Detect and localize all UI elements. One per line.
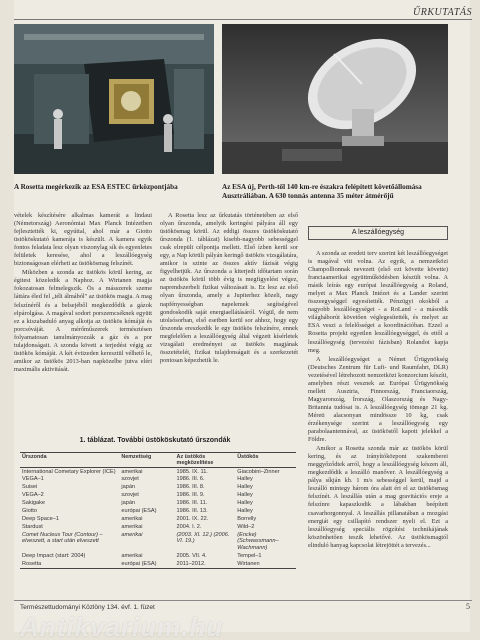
table-header-row	[20, 453, 296, 468]
table-cell-date: 1986. III. 8.	[176, 484, 205, 491]
table-cell-name: International Cometary Explorer (ICE)	[22, 468, 116, 475]
subsection-title: A leszállóegység	[308, 226, 448, 240]
table-cell-comet: Tempel–1	[237, 553, 262, 560]
table-row	[20, 500, 296, 508]
table-cell-nation: szovjet	[121, 492, 139, 499]
table-cell-nation: amerikai	[121, 531, 143, 538]
table-row	[20, 523, 296, 531]
table-cell-name: Giotto	[22, 508, 37, 515]
table-cell-date: 2011–2012.	[175, 560, 236, 568]
table-row	[20, 507, 296, 515]
table-cell-date: 2001. IX. 22.	[176, 515, 209, 522]
table-cell-date: 1986. III. 13.	[176, 508, 208, 515]
table-cell-date: (2003. XI. 12.) (2006. VI. 19.)	[176, 531, 230, 545]
table-cell-nation: európai (ESA)	[119, 560, 174, 568]
table-row	[20, 476, 296, 484]
table-row	[20, 492, 296, 500]
table-cell-name: VEGA–1	[22, 476, 44, 483]
page-number: 5	[466, 602, 470, 611]
paragraph: vételek készítésére alkalmas kamerát a lindaui (Németország) Aeronómiai Max Planck Intézetben fejlesztették ki, egyúttal, ahol már a Giotto üstököskutató kamerája is készült. A kamera egyik fontos feladata lesz olyan viszonylag sík és egyenletes felületek keresése, ahol a leszállóegység biztonságosan elérheti az üstökösmag felszínét.	[14, 212, 152, 268]
table-cell-name: Comet Nucleus Tour (Contour) – elveszett, a start után elveszett	[22, 531, 103, 545]
photo-perth-antenna	[222, 24, 448, 174]
table-cell-comet: Halley	[237, 476, 253, 483]
caption-left: A Rosetta megérkezik az ESA ESTEC űrközpontjába	[14, 183, 178, 191]
table-cell-comet: Giacobini–Zinner	[237, 468, 280, 475]
table-cell-nation: amerikai	[121, 515, 143, 522]
bottom-rule	[14, 600, 472, 601]
table-cell-comet: Borrelly	[237, 515, 257, 522]
table-cell-name: Sakigake	[22, 500, 46, 507]
antenna-photo-illustration	[222, 24, 448, 174]
table-cell-nation: amerikai	[121, 468, 143, 475]
table-cell-nation: japán	[121, 484, 136, 491]
table-cell-nation: japán	[121, 500, 136, 507]
table-header: Űrszonda	[20, 453, 119, 468]
watermark: Antikvarium.hu	[20, 612, 224, 640]
table-cell-nation: szovjet	[121, 476, 139, 483]
table-cell-date: 2004. I. 2.	[176, 523, 202, 530]
journal-footer: Természettudományi Közlöny 134. évf. 1. füzet	[20, 604, 155, 611]
table-body	[20, 468, 296, 569]
table-cell-name: Stardust	[22, 523, 43, 530]
table-cell-comet: Wirtanen	[235, 560, 296, 568]
photo-rosetta-arrival	[14, 24, 214, 174]
paragraph: A leszállóegységet a Német Űrügynökség (Deutsches Zentrum für Luft- und Raumfahrt, DLR) vezetésével létrehozott nemzetközi konzorcium készíti, amelyben részt vesznek az Európai Űrügynökség mellett Ausztria, Finnország, Franciaország, Magyarország, Írország, Olaszország és Nagy-Britannia tudósai is. A leszállóegység tömege 21 kg. Méreti alacsonyan mindössze 10 kg, csak érzékenysége szerint a leszállóegység egy parabolaantennával, az üstököstől kapott jelekkel a Földre.	[308, 355, 448, 444]
table-header: Nemzetiség	[119, 453, 174, 468]
table-row	[20, 552, 296, 560]
table-cell-date: 1986. III. 11.	[176, 500, 208, 507]
article-column-2	[160, 212, 298, 366]
article-column-1	[14, 212, 152, 375]
table-cell-name: Rosetta	[20, 560, 119, 568]
table-header: Üstökös	[235, 453, 296, 468]
table-cell-name: Deep Space–1	[22, 515, 60, 522]
rosetta-photo-illustration	[14, 24, 214, 174]
table-cell-nation: amerikai	[121, 523, 143, 530]
table-cell-date: 1986. III. 9.	[176, 492, 205, 499]
table-row	[20, 560, 296, 568]
table-cell-comet: Halley	[237, 500, 253, 507]
table-row	[20, 531, 296, 552]
table-row	[20, 484, 296, 492]
section-label: ŰRKUTATÁS	[413, 7, 472, 18]
table-cell-date: 1985. IX. 11.	[176, 468, 208, 475]
top-rule	[14, 19, 472, 20]
table-cell-comet: (Encke) (Schwassmann–Wachmann)	[237, 531, 279, 552]
paragraph: Miközben a szonda az üstökös körül kering, az égitest közeledik a Naphoz. A Wirtanen magja fokozatosan felmelegszik. Ös a másszerek szeme láttára éled fel „téli álmából" az üstökös magja. A mag felszínéről és a belsejéből megkezdődik a gázok elpárolgása. A magával sodort porszemcséknek együtt ez a kiszabaduló anyag alkotja az üstökös kómáját és porcsóváját. A mérőműszerek természtésen folyamatosan tanulmányozzák a gáz és a por tulajdonságait. A szonda követi a terjedést végig az üstökös kómáját. A két évtizeden keresztül vélhető le, amikor az üstökös 2013-ban napközelbe jutva eléri maximális aktivitását.	[14, 269, 152, 373]
paragraph: A szonda az eredeti terv szerint két leszállóegységet is magával vitt volna. Az egyik, a nemzetközi Champollionnak nevezett (első ezt követte követte) franciaamerikai együttműködésben készült volna. A másik leírás egy európai leszállóegység a Roland, melyet a Max Planck Intézet és a Lander szerint összeegységgel egyesítették. Pénzügyi okokból a nagyobb leszállóegységet - a RoLand - a második világháborút követően véglegesítették, és melyet az ESA veszi a felelősséget a koordinációban. Ezzel a Rosetta projekt egyetlen leszállóegységgel, és ettől a leszállóegység (tervezési fázisban) Rolandot kapja meg.	[308, 250, 448, 354]
table-header: Az üstökös megközelítése	[175, 453, 236, 468]
table-cell-comet: Halley	[237, 508, 253, 515]
table-row	[20, 468, 296, 476]
table-cell-date: 2005. VII. 4.	[176, 553, 207, 560]
paragraph: A Rosetta lesz az űrkutatás történetében az első olyan űrszonda, amelyik keringési pályára áll egy üstökösmag körül. Az eddigi összes üstököskutató űrszonda (1. táblázat) kisebb-nagyobb sebességgel csak elrepült célpontja mellett. Első ízben kerül sor egy, a Nap körüli pályán keringő üstökös vizsgálatára, amikor is szinte az összes aktív fázisát végig figyelhetjük. Az űrszonda a kiterjedt időtartam során az üstökös körül több évig is megfigyelést végez, naprendszerbeli fizikai változásait is. Ez lesz az első olyan űrszonda, amely a Jupiterhez közeli, nagy napfényességban napelemek segítségével gondoskodik saját energiaellátásáról. Végül, de nem utolsósorban, első esetben kerül sor ahhoz, hogy egy űrszonda ereszkedik le egy üstökös felszínére, ennek megfelelően a leszállóegység által végzett kísérletek vizsgálati eredményei az üstökös magjának összetételét, fizikai tulajdonságait és a szerkezetét pontosan képezhetik le.	[160, 212, 298, 364]
table-cell-name: Suisei	[22, 484, 38, 491]
table-cell-comet: Halley	[237, 492, 253, 499]
table-cell-name: VEGA–2	[22, 492, 44, 499]
table-row	[20, 515, 296, 523]
table-cell-nation: európai (ESA)	[121, 508, 157, 515]
table-cell-date: 1986. III. 6.	[176, 476, 205, 483]
table-cell-comet: Halley	[237, 484, 253, 491]
probes-table	[20, 452, 296, 569]
article-column-3	[308, 250, 448, 551]
table-cell-name: Deep Impact (start: 2004)	[22, 553, 86, 560]
table-cell-nation: amerikai	[121, 553, 143, 560]
paragraph: Amikor a Rosetta szonda már az üstökös körül kering, és az irányítóközpont szakemberei meggyőződtek arról, hogy a leszállóegység készen áll, megkezdődik a leszálló manőver. A leszállóegység a pálya síkján kb. 1 m/s sebességgel kerül, majd a leszálló mintegy három óra alatt éri el az üstökösmag felszínét. A leszállás után a mag gravitációs ereje a felszínre kapaszkodik a lábakban beépített csavarhorgonnyal. A leszállás pillanatában a mozgási energiát egy csillapító rendszer nyeli el. Ezt a leszállóegység speciális rögzítési technikájának köszönhetően teszik lehetővé. Az üstökösmagtól elinduló hanyag kapcsolat létrejöttét a tervezés...	[308, 445, 448, 549]
table-title: 1. táblázat. További üstököskutató űrszondák	[79, 437, 231, 444]
caption-right: Az ESA új, Perth-től 140 km-re északra felépített követőállomása Ausztráliában. A 630 tonnás antenna 35 méter átmérőjű	[222, 183, 422, 200]
table-cell-comet: Wild–2	[237, 523, 255, 530]
